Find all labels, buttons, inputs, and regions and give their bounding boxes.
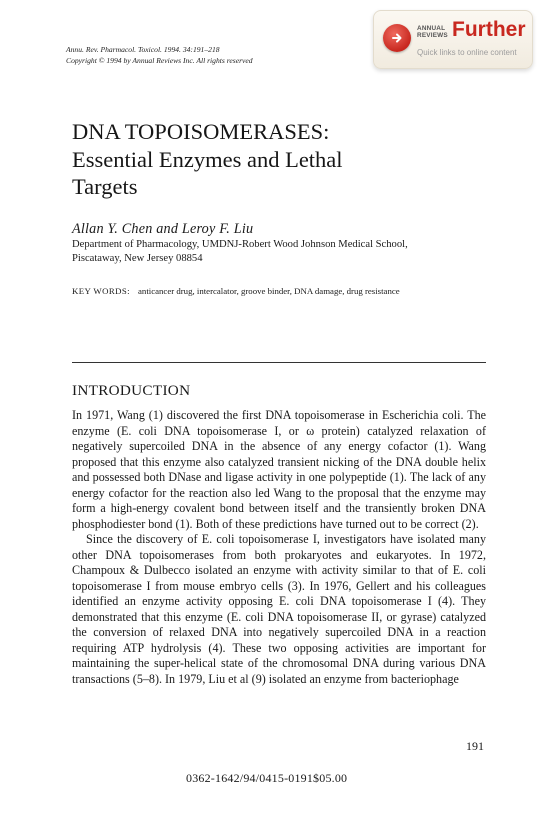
title-line-2: Essential Enzymes and Lethal <box>72 146 343 172</box>
keywords <box>72 286 400 296</box>
badge-tagline: Quick links to online content <box>417 48 517 57</box>
annual-reviews-wordmark: ANNUAL REVIEWS <box>417 25 448 39</box>
keywords-label: KEY WORDS: <box>72 286 131 296</box>
arrow-icon <box>383 24 411 52</box>
citation-line-1: Annu. Rev. Pharmacol. Toxicol. 1994. 34:191–218 <box>66 45 220 54</box>
page-number: 191 <box>466 739 484 753</box>
article-title <box>72 118 343 201</box>
paragraph: In 1971, Wang (1) discovered the first DNA topoisomerase in Escherichia coli. The enzyme (E. coli DNA topoisomerase I, or ω protein) catalyzed relaxation of negatively supercoiled DNA in the absence of any energy cofactor (1). Wang proposed that this enzyme also catalyzed transient nicking of the DNA double helix and possessed both DNase and ligase activity in one polypeptide (1). The lack of any energy cofactor for the reaction also led Wang to the proposal that the enzyme may form a high-energy covalent bond between itself and the transiently broken DNA phosphodiester bond (1). Both of these predictions have turned out to be correct (2). <box>72 408 486 531</box>
authors: Allan Y. Chen and Leroy F. Liu <box>72 221 254 237</box>
keywords-list: anticancer drug, intercalator, groove binder, DNA damage, drug resistance <box>138 286 400 296</box>
section-divider <box>72 362 486 363</box>
journal-citation <box>66 44 253 66</box>
title-line-3: Targets <box>72 174 138 199</box>
further-wordmark: Further <box>452 18 526 41</box>
article-code: 0362-1642/94/0415-0191$05.00 <box>186 771 348 785</box>
body-text <box>72 408 486 687</box>
paragraph: Since the discovery of E. coli topoisomerase I, investigators have isolated many other DNA topoisomerases from both prokaryotes and eukaryotes. In 1972, Champoux & Dulbecco isolated an enzyme with activity similar to that of E. coli topoisomerase I from mouse embryo cells (3). In 1976, Gellert and his colleagues identified an enzyme activity opposing E. coli DNA topoisomerase I (4). They demonstrated that this enzyme (E. coli DNA topoisomerase II, or gyrase) catalyzed the conversion of relaxed DNA into negatively supercoiled DNA in a reaction requiring ATP hydrolysis (4). These two opposing activities are important for maintaining the super-helical state of the chromosomal DNA during various DNA transactions (5–8). In 1979, Liu et al (9) isolated an enzyme from bacteriophage <box>72 532 486 686</box>
further-annual-reviews-badge[interactable] <box>373 10 533 69</box>
affiliation-line-1: Department of Pharmacology, UMDNJ-Robert Wood Johnson Medical School, <box>72 239 408 250</box>
title-line-1: DNA TOPOISOMERASES: <box>72 119 330 144</box>
affiliation-line-2: Piscataway, New Jersey 08854 <box>72 253 203 265</box>
section-heading: INTRODUCTION <box>72 382 191 399</box>
affiliation <box>72 238 408 267</box>
copyright-line: Copyright © 1994 by Annual Reviews Inc. All rights reserved <box>66 56 253 65</box>
